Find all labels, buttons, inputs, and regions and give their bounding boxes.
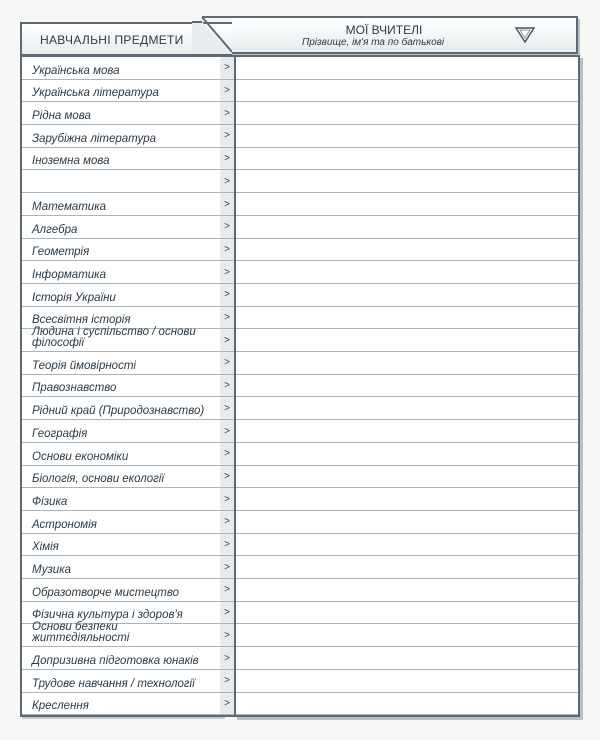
subject-label: Українська література [32, 87, 159, 100]
subject-label: Основи економіки [32, 450, 129, 463]
teacher-name-line[interactable] [236, 579, 578, 602]
subject-row [22, 261, 222, 284]
subjects-list [20, 55, 223, 717]
subject-row [22, 466, 222, 489]
row-arrow-icon: > [220, 148, 234, 171]
subject-label: Математика [32, 200, 107, 213]
subject-row [22, 57, 222, 80]
subject-row [22, 125, 222, 148]
teacher-name-line[interactable] [236, 534, 578, 557]
subject-label: Всесвітня історія [32, 314, 131, 327]
teacher-name-line[interactable] [236, 193, 578, 216]
subject-row [22, 284, 222, 307]
teacher-name-line[interactable] [236, 670, 578, 693]
row-arrow-icon: > [220, 193, 234, 216]
teacher-name-line[interactable] [236, 556, 578, 579]
teacher-name-line[interactable] [236, 284, 578, 307]
teacher-name-line[interactable] [236, 239, 578, 262]
teacher-name-line[interactable] [236, 375, 578, 398]
teacher-name-line[interactable] [236, 488, 578, 511]
row-arrow-icon: > [220, 534, 234, 557]
row-arrow-icon: > [220, 647, 234, 670]
subject-label: Алгебра [32, 223, 78, 236]
row-arrow-icon: > [220, 261, 234, 284]
subject-label: Людина і суспільство / основи філософії [32, 326, 196, 350]
subject-label: Фізика [32, 495, 68, 508]
subject-label: Рідна мова [32, 110, 91, 123]
subject-label: Музика [32, 564, 72, 577]
subject-label: Біологія, основи екології [32, 473, 164, 486]
subject-row [22, 352, 222, 375]
row-arrow-icon: > [220, 57, 234, 80]
teacher-name-line[interactable] [236, 625, 578, 648]
row-arrow-icon: > [220, 171, 234, 194]
subject-row [22, 326, 222, 352]
subject-label: Рідний край (Природознавство) [32, 405, 205, 418]
subject-row [22, 398, 222, 421]
teacher-name-line[interactable] [236, 102, 578, 125]
subject-label: Зарубіжна література [32, 132, 157, 145]
row-arrow-icon: > [220, 602, 234, 625]
teacher-name-line[interactable] [236, 57, 578, 80]
subject-label: Геометрія [32, 246, 90, 259]
subject-row [22, 579, 222, 602]
subject-row [22, 488, 222, 511]
row-arrow-icon: > [220, 80, 234, 103]
subject-row [22, 193, 222, 216]
subject-row [22, 621, 222, 648]
teacher-name-line[interactable] [236, 329, 578, 352]
teacher-name-line[interactable] [236, 352, 578, 375]
row-arrow-icon: > [220, 693, 234, 716]
teachers-header-tab [232, 16, 578, 54]
subject-row [22, 216, 222, 239]
subject-row [22, 148, 222, 171]
row-arrow-icon: > [220, 625, 234, 648]
subject-row [22, 171, 222, 194]
subject-label: Допризивна підготовка юнаків [32, 654, 199, 667]
subject-label: Іноземна мова [32, 155, 110, 168]
subject-label: Інформатика [32, 268, 107, 281]
teacher-name-line[interactable] [236, 148, 578, 171]
subject-label: Астрономія [32, 518, 97, 531]
teacher-name-line[interactable] [236, 125, 578, 148]
subject-row [22, 670, 222, 693]
subject-row [22, 375, 222, 398]
subject-label: Географія [32, 427, 88, 440]
row-arrow-icon: > [220, 375, 234, 398]
arrow-column [220, 55, 234, 717]
row-arrow-icon: > [220, 579, 234, 602]
row-arrow-icon: > [220, 488, 234, 511]
row-arrow-icon: > [220, 398, 234, 421]
subject-label: Креслення [32, 700, 89, 713]
row-arrow-icon: > [220, 307, 234, 330]
subject-row [22, 534, 222, 557]
teacher-name-line[interactable] [236, 466, 578, 489]
subject-row [22, 647, 222, 670]
row-arrow-icon: > [220, 466, 234, 489]
subject-label: Основи безпеки життєдіяльності [32, 621, 130, 645]
teacher-name-line[interactable] [236, 443, 578, 466]
row-arrow-icon: > [220, 284, 234, 307]
teacher-name-line[interactable] [236, 80, 578, 103]
row-arrow-icon: > [220, 511, 234, 534]
row-arrow-icon: > [220, 239, 234, 262]
triangle-down-icon[interactable] [514, 26, 536, 44]
row-arrow-icon: > [220, 443, 234, 466]
subject-row [22, 443, 222, 466]
subject-label: Теорія ймовірності [32, 359, 136, 372]
subject-label: Трудове навчання / технології [32, 677, 195, 690]
subject-label: Образотворче мистецтво [32, 586, 180, 599]
subject-row [22, 693, 222, 716]
subject-label: Фізична культура і здоров'я [32, 609, 183, 622]
subject-row [22, 556, 222, 579]
row-arrow-icon: > [220, 556, 234, 579]
subject-row [22, 102, 222, 125]
subject-label: Правознавство [32, 382, 117, 395]
teacher-name-line[interactable] [236, 647, 578, 670]
row-arrow-icon: > [220, 216, 234, 239]
row-arrow-icon: > [220, 420, 234, 443]
teacher-name-line[interactable] [236, 307, 578, 330]
subject-label: Українська мова [32, 64, 120, 77]
row-arrow-icon: > [220, 125, 234, 148]
subject-row [22, 80, 222, 103]
teacher-name-line[interactable] [236, 216, 578, 239]
row-arrow-icon: > [220, 670, 234, 693]
teacher-name-line[interactable] [236, 398, 578, 421]
teacher-name-line[interactable] [236, 420, 578, 443]
teacher-name-line[interactable] [236, 171, 578, 194]
teachers-list [234, 55, 580, 717]
subject-label: Історія України [32, 291, 116, 304]
teacher-name-line[interactable] [236, 693, 578, 716]
teachers-title: МОЇ ВЧИТЕЛІ [345, 23, 423, 37]
subjects-header-label: НАВЧАЛЬНІ ПРЕДМЕТИ [40, 33, 184, 47]
subject-row [22, 511, 222, 534]
teacher-name-line[interactable] [236, 511, 578, 534]
row-arrow-icon: > [220, 329, 234, 352]
subject-label: Хімія [32, 541, 59, 554]
subject-row [22, 239, 222, 262]
row-arrow-icon: > [220, 102, 234, 125]
teacher-name-line[interactable] [236, 261, 578, 284]
row-arrow-icon: > [220, 352, 234, 375]
teacher-name-line[interactable] [236, 602, 578, 625]
teachers-subtitle: Прізвище, ім'я та по батькові [302, 37, 445, 48]
subject-row [22, 420, 222, 443]
